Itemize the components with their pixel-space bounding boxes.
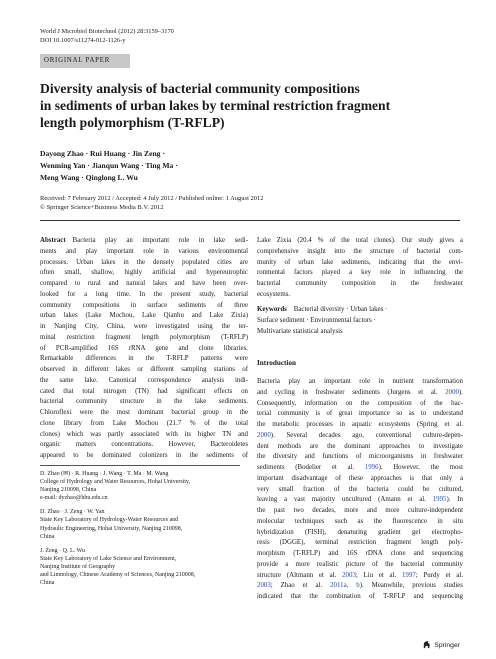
- title-line: Diversity analysis of bacterial community compositions: [40, 81, 360, 96]
- citation-link[interactable]: 2003: [257, 582, 271, 590]
- affiliation-line: College of Hydrology and Water Resources, Hohai University,: [40, 479, 191, 486]
- introduction-line: [257, 495, 463, 506]
- affiliation: [40, 547, 250, 587]
- abstract-line: [40, 451, 248, 462]
- citation-link[interactable]: 1995: [432, 496, 447, 504]
- abstract-line: [40, 268, 248, 279]
- affiliation-line: China: [40, 580, 55, 587]
- keyword-text: Bacterial diversity · Urban lakes ·: [293, 306, 388, 313]
- keywords-line: [257, 305, 463, 316]
- affiliations: [40, 470, 250, 593]
- abstract-line: [40, 408, 248, 419]
- affiliation-line: D. Zhao (✉) · R. Huang · J. Wang · T. Ma · M. Wang: [40, 471, 169, 477]
- authors-line: Dayong Zhao · Rui Huang · Jin Zeng ·: [40, 149, 165, 158]
- abstract-line: [40, 247, 248, 258]
- abstract-text: clones) which was partly associated with its higher TN and: [40, 430, 248, 438]
- abstract-line: [40, 333, 248, 344]
- abstract-text: often small, shallow, highly artificial and hypereutrophic: [40, 269, 248, 277]
- publication-dates: [40, 195, 460, 212]
- intro-text: structure (Altmann et al.: [257, 571, 343, 579]
- intro-text: ; Zhao et al.: [270, 582, 331, 590]
- abstract-line: [40, 322, 248, 333]
- citation-link[interactable]: 2011a, b: [330, 582, 360, 590]
- introduction-line: [257, 452, 463, 463]
- abstract-text: cated that total nitrogen (TN) had significant effects on: [40, 387, 248, 395]
- abstract-text: bacterial community structure in the lake sediments.: [40, 398, 248, 406]
- received-dates: Received: 7 February 2012 / Accepted: 4 July 2012 / Published online: 1 August 2012: [40, 195, 264, 202]
- publisher-footer: [422, 640, 460, 651]
- affiliation: [40, 508, 250, 540]
- title-line: in sediments of urban lakes by terminal restriction fragment: [40, 98, 391, 113]
- abstract-line: [40, 387, 248, 398]
- springer-horse-icon: [422, 640, 431, 651]
- affiliation-line: D. Zhao · J. Zeng · W. Yan: [40, 509, 105, 516]
- header-divider: [40, 220, 460, 221]
- abstract-label: Abstract: [40, 237, 66, 244]
- affiliation-line: and Limnology, Chinese Academy of Sciences, Nanjing 210008,: [40, 572, 196, 579]
- affiliation-line: Hydraulic Engineering, Hohai University, Nanjing 210098,: [40, 525, 183, 532]
- doi: DOI 10.1007/s11274-012-1126-y: [40, 37, 126, 44]
- intro-text: ). In: [446, 496, 463, 504]
- abstract-line: ronmental factors played a key role in influencing the: [257, 269, 463, 277]
- abstract-text: appeared to be dominated colonizers in the sediments of: [40, 452, 248, 459]
- abstract-text: Bacteria play an important role in lake sedi-: [72, 237, 248, 244]
- intro-text: ). Meanwhile, previous studies: [359, 582, 463, 590]
- abstract-text: community compositions in surface sediments of three: [40, 301, 248, 309]
- intro-text: dent methods are the dominant approaches to investigate: [257, 442, 463, 450]
- introduction-line: [257, 388, 463, 399]
- citation-link[interactable]: 1996: [364, 464, 379, 471]
- abstract-text: processes. Urban lakes in the densely populated cities are: [40, 258, 248, 266]
- section-heading-introduction: Introduction: [257, 359, 297, 367]
- abstract-text: Chloroflexi were the most dominant bacterial group in the: [40, 409, 248, 416]
- keyword-text: Multivariate statistical analysis: [257, 327, 343, 335]
- intro-text: Consequently, information on the composition of the bac-: [257, 399, 463, 407]
- abstract-line: munity of urban lake sediments, indicating that the envi-: [257, 258, 463, 266]
- abstract-text: clone library from Lake Mochou (21.7 % of the total: [40, 419, 248, 427]
- intro-text: and cycling in freshwater sediments (Jurgens et al.: [257, 388, 446, 396]
- affiliation-line: State Key Laboratory of Lake Science and Environment,: [40, 555, 177, 562]
- citation-link[interactable]: 2000: [445, 388, 459, 396]
- abstract-line: [40, 344, 248, 355]
- intro-text: important disadvantage of these approaches is that only a: [257, 474, 463, 482]
- abstract-text: Remarkable differences in the T-RFLP patterns were: [40, 355, 248, 363]
- citation-link[interactable]: 2003: [342, 571, 356, 579]
- abstract-text: minal restriction fragment length polymorphism (T-RFLP): [40, 333, 248, 341]
- abstract-line: [40, 365, 248, 376]
- introduction-line: [257, 377, 463, 388]
- abstract-text: looked for a long time. In the present study, bacterial: [40, 290, 248, 298]
- affiliation-line: State Key Laboratory of Hydrology-Water Resources and: [40, 517, 179, 524]
- introduction-line: [257, 592, 463, 603]
- authors-line: Wenming Yan · Jianqun Wang · Ting Ma ·: [40, 161, 178, 170]
- abstract-line: [40, 376, 248, 387]
- author-list: [40, 148, 300, 184]
- citation-link[interactable]: 2000: [257, 431, 271, 439]
- abstract-text: of PCR-amplified 16S rRNA gene and clone libraries.: [40, 344, 248, 352]
- affiliation-line: Nanjing 210098, China: [40, 487, 97, 494]
- introduction-text: [257, 377, 463, 603]
- intro-text: terial community is of great importance so as to understand: [257, 410, 463, 418]
- keyword-text: Surface sediment · Environmental factors ·: [257, 316, 376, 324]
- abstract-continued: [257, 236, 463, 301]
- intro-text: sediments (Bodelier et al.: [257, 464, 365, 471]
- abstract-line: [40, 440, 248, 451]
- article-title: [40, 80, 460, 131]
- affiliation-line: e-mail: dyzhao@hhu.edu.cn: [40, 495, 108, 502]
- intro-text: the metabolic processes in aquatic ecosystems (Spring et al.: [257, 421, 463, 428]
- intro-text: ; Purdy et al.: [415, 571, 463, 579]
- introduction-line: [257, 399, 463, 410]
- intro-text: resis (DGGE), terminal restriction fragment length poly-: [257, 539, 463, 547]
- introduction-line: [257, 581, 463, 592]
- intro-text: indicated that the combination of T-RFLP and sequencing: [257, 593, 463, 600]
- introduction-line: [257, 431, 463, 442]
- intro-text: morphism (T-RFLP) and 16S rDNA clone and sequencing: [257, 550, 463, 557]
- affiliation-line: J. Zeng · Q. L. Wu: [40, 547, 85, 554]
- keywords-line: [257, 327, 463, 338]
- introduction-line: [257, 506, 463, 517]
- abstract-text: urban lakes (Lake Mochou, Lake Qianhu and Lake Zixia): [40, 312, 248, 320]
- title-line: length polymorphism (T-RFLP): [40, 115, 225, 130]
- introduction-line: [257, 549, 463, 560]
- abstract-text: organic matters concentrations. However, Bacteroidetes: [40, 441, 248, 449]
- introduction-line: [257, 528, 463, 539]
- abstract-line: [40, 258, 248, 269]
- abstract-text: observed in different lakes or different sampling stations of: [40, 366, 248, 373]
- intro-text: ). Several decades ago, conventional culture-depen-: [270, 431, 463, 439]
- abstract-text: in Nanjing City, China, were investigated using the ter-: [40, 323, 248, 330]
- introduction-line: [257, 474, 463, 485]
- affiliation-line: Nanjing Institute of Geography: [40, 563, 116, 570]
- abstract-line: comprehensive insight into the structure of bacterial com-: [257, 247, 463, 255]
- introduction-line: [257, 420, 463, 431]
- abstract-line: Lake Zixia (20.4 % of the total clones). Our study gives a: [257, 237, 463, 244]
- affiliation: [40, 470, 250, 502]
- affiliation-line: China: [40, 533, 55, 540]
- abstract-text: the same lake. Canonical correspondence analysis indi-: [40, 376, 248, 384]
- intro-text: leaving a vast majority uncultured (Amann et al.: [257, 496, 433, 504]
- abstract-line: [40, 419, 248, 430]
- abstract-line: ecosystems.: [257, 290, 291, 298]
- abstract: [40, 236, 248, 462]
- abstract-line: [40, 301, 248, 312]
- abstract-line: [40, 397, 248, 408]
- abstract-line: [40, 236, 248, 247]
- introduction-line: [257, 538, 463, 549]
- introduction-line: [257, 485, 463, 496]
- abstract-line: [40, 430, 248, 441]
- abstract-line: [40, 279, 248, 290]
- authors-line: Meng Wang · Qinglong L. Wu: [40, 173, 138, 182]
- introduction-line: [257, 463, 463, 474]
- intro-text: hybridization (FISH), denaturing gradient gel electropho-: [257, 528, 463, 536]
- introduction-line: [257, 442, 463, 453]
- abstract-line: [40, 354, 248, 365]
- article-type-badge: ORIGINAL PAPER: [40, 54, 130, 68]
- introduction-line: [257, 560, 463, 571]
- footnote-divider: [40, 465, 240, 466]
- copyright: © Springer Science+Business Media B.V. 2012: [40, 203, 164, 211]
- citation-link[interactable]: 1997: [401, 571, 416, 579]
- abstract-line: [40, 311, 248, 322]
- intro-text: very small fraction of the bacteria could be cultured,: [257, 485, 463, 493]
- intro-text: ; Liu et al.: [355, 571, 402, 579]
- journal-citation: World J Microbiol Biotechnol (2012) 28:3159–3170: [40, 28, 174, 35]
- intro-text: the past two decades, more and more culture-independent: [257, 507, 463, 514]
- intro-text: provide a more realistic picture of the bacterial community: [257, 560, 463, 568]
- intro-text: molecular techniques such as the fluorescence in situ: [257, 517, 463, 525]
- publisher-name: Springer: [434, 642, 460, 649]
- intro-text: Bacteria play an important role in nutrient transformation: [257, 378, 463, 385]
- introduction-line: [257, 517, 463, 528]
- keywords-label: Keywords: [257, 306, 287, 313]
- abstract-line: bacterial community composition in the freshwater: [257, 280, 463, 287]
- abstract-text: compared to rural and natural lakes and have been over-: [40, 280, 248, 287]
- introduction-line: [257, 409, 463, 420]
- intro-text: ).: [458, 388, 463, 396]
- keywords-line: [257, 316, 463, 327]
- intro-text: ). However, the most: [378, 464, 463, 471]
- introduction-line: [257, 571, 463, 582]
- abstract-line: [40, 290, 248, 301]
- intro-text: the diversity and functions of microorganisms in freshwater: [257, 453, 463, 461]
- keywords: [257, 305, 463, 337]
- abstract-text: ments and play important role in various environmental: [40, 247, 248, 255]
